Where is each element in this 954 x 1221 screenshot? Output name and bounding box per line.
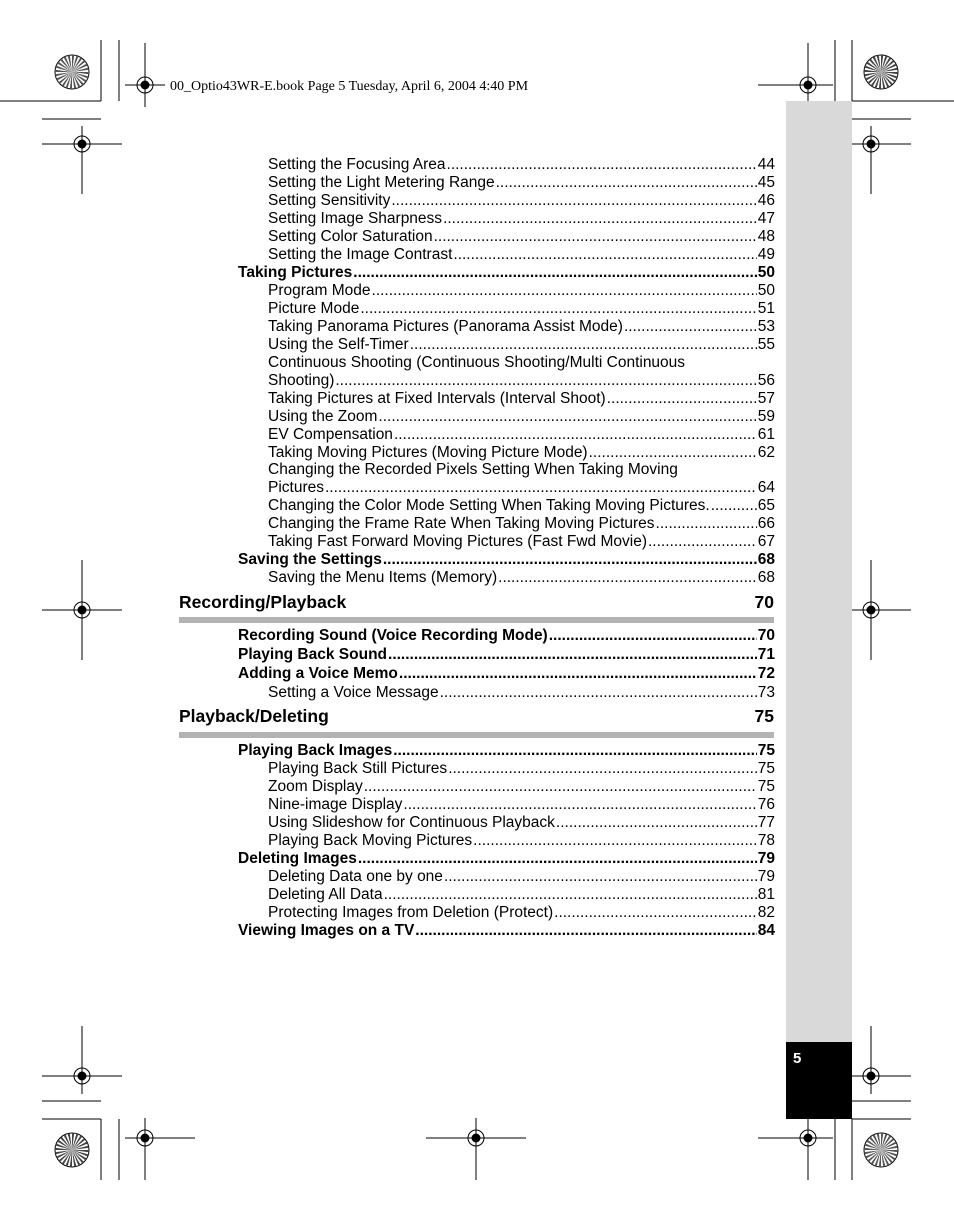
- toc-entry[interactable]: [268, 760, 775, 778]
- toc-dot-leader: [549, 627, 757, 645]
- toc-entry-title: Recording Sound (Voice Recording Mode): [238, 627, 548, 644]
- toc-entry-page: 55: [757, 336, 775, 353]
- toc-entry-page: 78: [757, 832, 775, 849]
- toc-entry-title: Taking Panorama Pictures (Panorama Assist Mode): [268, 318, 623, 335]
- toc-entry[interactable]: [268, 174, 775, 192]
- toc-entry-page: 68: [757, 569, 775, 586]
- registration-starburst-icon: [864, 55, 898, 89]
- toc-entry-page: 47: [757, 210, 775, 227]
- toc-entry-title: Adding a Voice Memo: [238, 665, 398, 682]
- toc-dot-leader: [656, 515, 757, 533]
- toc-entry-title: Saving the Settings: [238, 551, 382, 568]
- toc-entry-page: 61: [757, 426, 775, 443]
- toc-entry-page: 71: [757, 646, 775, 663]
- toc-entry[interactable]: [268, 390, 775, 408]
- toc-entry-title: Nine-image Display: [268, 796, 403, 813]
- toc-entry-page: 59: [757, 408, 775, 425]
- toc-entry-page: 48: [757, 228, 775, 245]
- toc-entry-page: 81: [757, 886, 775, 903]
- toc-entry[interactable]: [268, 300, 775, 318]
- toc-entry-page: 62: [757, 444, 775, 461]
- toc-dot-leader: [453, 246, 756, 264]
- toc-entry[interactable]: [268, 282, 775, 300]
- toc-entry-title: Taking Pictures: [238, 264, 353, 281]
- toc-dot-leader: [383, 551, 757, 569]
- toc-entry[interactable]: [268, 886, 775, 904]
- toc-entry-title: Using the Zoom: [268, 408, 378, 425]
- toc-entry[interactable]: [268, 408, 775, 426]
- toc-entry-title: Setting a Voice Message: [268, 684, 439, 701]
- toc-entry-title: Setting Sensitivity: [268, 192, 391, 209]
- toc-dot-leader: [440, 684, 757, 702]
- toc-entry-page: 50: [757, 282, 775, 299]
- toc-entry-page: 44: [757, 156, 775, 173]
- toc-entry-page: 79: [757, 868, 775, 885]
- side-thumb-tab: [786, 101, 852, 1119]
- toc-entry-page: 82: [757, 904, 775, 921]
- toc-entry-page: 75: [757, 778, 775, 795]
- page-number: 5: [793, 1050, 802, 1067]
- toc-entry-page: 65: [757, 497, 775, 514]
- toc-entry[interactable]: [268, 372, 775, 390]
- toc-entry[interactable]: [268, 497, 775, 515]
- toc-entry-page: 49: [757, 246, 775, 263]
- section-title: Recording/Playback: [179, 592, 347, 612]
- toc-entry[interactable]: [268, 479, 775, 497]
- toc-heading-entry[interactable]: [238, 264, 775, 282]
- toc-entry-title: Changing the Color Mode Setting When Taking Moving Pictures.: [268, 497, 710, 514]
- toc-dot-leader: [399, 665, 757, 683]
- toc-entry[interactable]: [268, 210, 775, 228]
- toc-dot-leader: [360, 300, 756, 318]
- toc-dot-leader: [554, 904, 757, 922]
- toc-entry[interactable]: [268, 904, 775, 922]
- toc-heading-entry[interactable]: [238, 850, 775, 868]
- toc-entry[interactable]: [268, 868, 775, 886]
- toc-entry-title: Changing the Frame Rate When Taking Moving Pictures: [268, 515, 655, 532]
- toc-entry-title: Setting Color Saturation: [268, 228, 433, 245]
- toc-heading-entry[interactable]: [238, 665, 775, 683]
- toc-entry[interactable]: [268, 515, 775, 533]
- toc-entry-title: Deleting All Data: [268, 886, 383, 903]
- toc-dot-leader: [443, 210, 757, 228]
- toc-entry[interactable]: [268, 533, 775, 551]
- toc-entry-title: Playing Back Sound: [238, 646, 388, 663]
- toc-entry[interactable]: [268, 569, 775, 587]
- toc-dot-leader: [496, 174, 757, 192]
- toc-dot-leader: [391, 192, 756, 210]
- toc-dot-leader: [384, 886, 757, 904]
- toc-entry-title: EV Compensation: [268, 426, 393, 443]
- toc-entry-page: 67: [757, 533, 775, 550]
- toc-dot-leader: [393, 742, 757, 760]
- toc-entry[interactable]: [268, 246, 775, 264]
- section-page: 75: [754, 706, 774, 726]
- toc-entry-title: Deleting Data one by one: [268, 868, 443, 885]
- toc-section-heading[interactable]: [179, 592, 774, 613]
- toc-entry-page: 73: [757, 684, 775, 701]
- toc-entry-title: Using Slideshow for Continuous Playback: [268, 814, 555, 831]
- toc-entry-title: Playing Back Still Pictures: [268, 760, 448, 777]
- toc-dot-leader: [434, 228, 757, 246]
- toc-entry-title: Taking Fast Forward Moving Pictures (Fast Fwd Movie): [268, 533, 647, 550]
- toc-entry[interactable]: [268, 778, 775, 796]
- toc-entry-title: Setting the Light Metering Range: [268, 174, 495, 191]
- toc-entry-title: Playing Back Moving Pictures: [268, 832, 473, 849]
- toc-entry-page: 75: [757, 742, 775, 759]
- toc-dot-leader: [473, 832, 757, 850]
- toc-dot-leader: [372, 282, 757, 300]
- toc-heading-entry[interactable]: [238, 646, 775, 664]
- toc-entry-title: Setting Image Sharpness: [268, 210, 443, 227]
- toc-entry-page: 53: [757, 318, 775, 335]
- toc-dot-leader: [410, 336, 757, 354]
- toc-dot-leader: [444, 868, 757, 886]
- toc-entry[interactable]: [268, 796, 775, 814]
- toc-entry-page: 68: [757, 551, 775, 568]
- toc-entry[interactable]: [268, 814, 775, 832]
- toc-dot-leader: [394, 426, 757, 444]
- toc-dot-leader: [353, 264, 756, 282]
- toc-entry-page: 51: [757, 300, 775, 317]
- toc-dot-leader: [364, 778, 757, 796]
- toc-heading-entry[interactable]: [238, 551, 775, 569]
- toc-entry-title: Taking Moving Pictures (Moving Picture Mode): [268, 444, 588, 461]
- toc-entry[interactable]: [268, 156, 775, 174]
- print-header-slug: 00_Optio43WR-E.book Page 5 Tuesday, April 6, 2004 4:40 PM: [170, 79, 529, 94]
- toc-dot-leader: [448, 760, 757, 778]
- registration-starburst-icon: [864, 1133, 898, 1167]
- toc-heading-entry[interactable]: [238, 627, 775, 645]
- toc-entry[interactable]: [268, 192, 775, 210]
- toc-entry[interactable]: [268, 684, 775, 702]
- toc-dot-leader: [447, 156, 757, 174]
- section-title: Playback/Deleting: [179, 706, 329, 726]
- toc-entry-page: 84: [757, 922, 775, 939]
- toc-entry-title: Viewing Images on a TV: [238, 922, 415, 939]
- toc-dot-leader: [403, 796, 756, 814]
- toc-entry-title: Zoom Display: [268, 778, 363, 795]
- toc-entry-title: Protecting Images from Deletion (Protect): [268, 904, 554, 921]
- toc-dot-leader: [607, 390, 757, 408]
- toc-entry-title: Program Mode: [268, 282, 371, 299]
- toc-entry[interactable]: [268, 832, 775, 850]
- toc-heading-entry[interactable]: [238, 922, 775, 940]
- toc-entry-page: 64: [757, 479, 775, 496]
- registration-starburst-icon: [55, 1133, 89, 1167]
- toc-section-heading[interactable]: [179, 706, 774, 727]
- toc-dot-leader: [589, 444, 757, 462]
- toc-dot-leader: [335, 372, 756, 390]
- toc-entry-page: 56: [757, 372, 775, 389]
- toc-dot-leader: [325, 479, 757, 497]
- toc-entry-page: 70: [757, 627, 775, 644]
- toc-entry-title: Pictures: [268, 479, 324, 496]
- toc-entry[interactable]: [268, 336, 775, 354]
- toc-heading-entry[interactable]: [238, 742, 775, 760]
- toc-entry-page: 76: [757, 796, 775, 813]
- toc-entry-title-line: Continuous Shooting (Continuous Shooting/Multi Continuous: [268, 354, 686, 371]
- toc-dot-leader: [388, 646, 757, 664]
- toc-entry-title: Deleting Images: [238, 850, 357, 867]
- toc-entry-title: Using the Self-Timer: [268, 336, 409, 353]
- toc-dot-leader: [556, 814, 757, 832]
- toc-entry[interactable]: [268, 318, 775, 336]
- toc-dot-leader: [378, 408, 756, 426]
- toc-entry-title: Shooting): [268, 372, 335, 389]
- toc-entry-page: 45: [757, 174, 775, 191]
- toc-entry[interactable]: [268, 426, 775, 444]
- toc-entry-title: Saving the Menu Items (Memory): [268, 569, 498, 586]
- toc-entry-title-line: Changing the Recorded Pixels Setting When Taking Moving: [268, 461, 678, 478]
- toc-entry-title: Playing Back Images: [238, 742, 393, 759]
- toc-entry-page: 79: [757, 850, 775, 867]
- toc-entry[interactable]: [268, 228, 775, 246]
- section-divider-bar: [179, 617, 774, 623]
- toc-entry-page: 66: [757, 515, 775, 532]
- section-divider-bar: [179, 732, 774, 738]
- toc-dot-leader: [711, 497, 757, 515]
- toc-entry[interactable]: [268, 444, 775, 462]
- toc-entry-title: Setting the Focusing Area: [268, 156, 446, 173]
- toc-entry-page: 72: [757, 665, 775, 682]
- toc-entry-title: Setting the Image Contrast: [268, 246, 453, 263]
- toc-entry-title: Picture Mode: [268, 300, 360, 317]
- registration-starburst-icon: [55, 55, 89, 89]
- toc-entry-title: Taking Pictures at Fixed Intervals (Interval Shoot): [268, 390, 606, 407]
- toc-entry-page: 75: [757, 760, 775, 777]
- toc-dot-leader: [415, 922, 756, 940]
- toc-entry-page: 77: [757, 814, 775, 831]
- section-page: 70: [754, 592, 774, 612]
- toc-entry-page: 46: [757, 192, 775, 209]
- toc-entry-page: 50: [757, 264, 775, 281]
- toc-dot-leader: [624, 318, 757, 336]
- toc-dot-leader: [358, 850, 757, 868]
- toc-entry-page: 57: [757, 390, 775, 407]
- toc-dot-leader: [648, 533, 757, 551]
- toc-dot-leader: [498, 569, 757, 587]
